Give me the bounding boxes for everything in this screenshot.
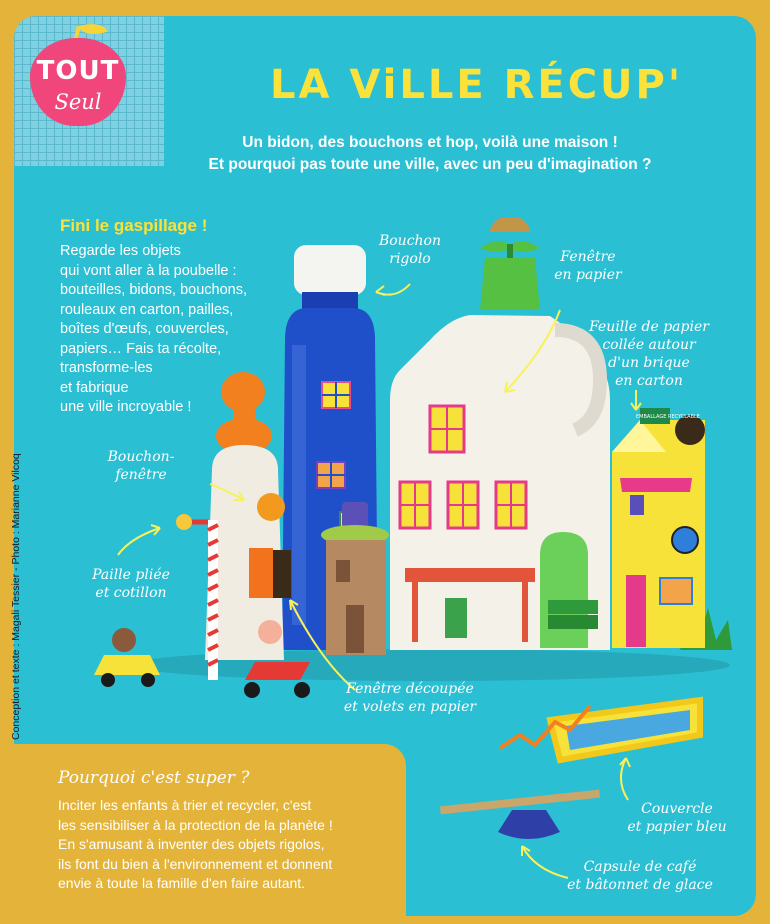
label-line: Fenêtre <box>560 249 616 265</box>
label-line: en papier <box>554 267 622 283</box>
intro-line: qui vont aller à la poubelle : <box>60 262 237 279</box>
yellow-lid-pool <box>500 700 700 760</box>
intro-line: boîtes d'œufs, couvercles, <box>60 321 229 337</box>
why-line: Inciter les enfants à trier et recycler, c'est <box>58 797 312 813</box>
label-paille <box>76 566 186 602</box>
label-line: Capsule de café <box>583 859 697 875</box>
intro-line: papiers… Fais ta récolte, <box>60 340 222 357</box>
capsule-seesaw <box>440 790 600 839</box>
why-line: les sensibiliser à la protection de la planète ! <box>58 816 333 833</box>
label-line: Feuille de papier <box>589 319 709 335</box>
arrow-couvercle <box>621 758 628 800</box>
why-line: ils font du bien à l'environnement et donnent <box>58 855 333 872</box>
label-line: Paille pliée <box>92 567 170 583</box>
subtitle-line: Un bidon, des bouchons et hop, voilà une maison ! <box>242 134 618 151</box>
why-heading: Pourquoi c'est super ? <box>58 768 250 788</box>
why-line: envie à toute la famille d'en faire autant. <box>58 875 306 891</box>
subtitle-line: Et pourquoi pas toute une ville, avec un peu d'imagination ? <box>208 156 652 173</box>
intro-line: Regarde les objets <box>60 243 181 259</box>
label-line: en carton <box>615 373 683 389</box>
why-line: En s'amusant à inventer des objets rigolos, <box>58 836 325 852</box>
label-line: Couvercle <box>641 801 713 817</box>
page-title: LA ViLLE RÉCUP' <box>270 62 684 108</box>
white-cap <box>294 245 366 295</box>
label-line: Bouchon- <box>107 449 175 465</box>
photo-credit: Conception et texte : Magali Tessier - Photo : Marianne Vilcoq <box>10 453 22 740</box>
label-line: collée autour <box>602 337 696 353</box>
coffee-capsule <box>498 810 560 839</box>
badge-line2: Seul <box>54 90 102 114</box>
label-line: et cotillon <box>95 585 167 601</box>
intro-line: une ville incroyable ! <box>60 399 192 415</box>
label-line: d'un brique <box>608 355 690 371</box>
label-fenetre-papier <box>548 248 628 284</box>
intro-line: bouteilles, bidons, bouchons, <box>60 282 248 298</box>
pink-door <box>626 575 646 647</box>
label-bouchon-rigolo <box>370 232 450 268</box>
intro-line: et fabrique <box>60 379 129 396</box>
label-couvercle <box>612 800 742 836</box>
intro-line: rouleaux en carton, pailles, <box>60 301 234 318</box>
bouchon-fenetre-icon <box>257 493 285 521</box>
intro-heading: Fini le gaspillage ! <box>60 216 208 235</box>
label-line: et volets en papier <box>343 699 477 715</box>
intro-line: transforme-les <box>60 360 153 376</box>
arrow-paille <box>118 528 160 555</box>
label-line: et bâtonnet de glace <box>567 877 713 893</box>
label-feuille-papier <box>584 318 714 390</box>
milk-box-house <box>612 408 705 648</box>
label-line: rigolo <box>389 251 431 267</box>
label-line: et papier bleu <box>627 819 727 835</box>
badge-line1: TOUT <box>36 56 120 86</box>
green-door <box>540 532 588 648</box>
label-line: fenêtre <box>115 467 167 483</box>
label-line: Fenêtre découpée <box>346 681 474 697</box>
label-bouchon-fenetre <box>96 448 186 484</box>
box-label: EMBALLAGE RECYCLABLE <box>636 414 700 420</box>
why-text <box>58 796 398 894</box>
label-capsule <box>560 858 720 894</box>
label-fenetre-decoupee <box>330 680 490 716</box>
label-line: Bouchon <box>378 233 442 249</box>
